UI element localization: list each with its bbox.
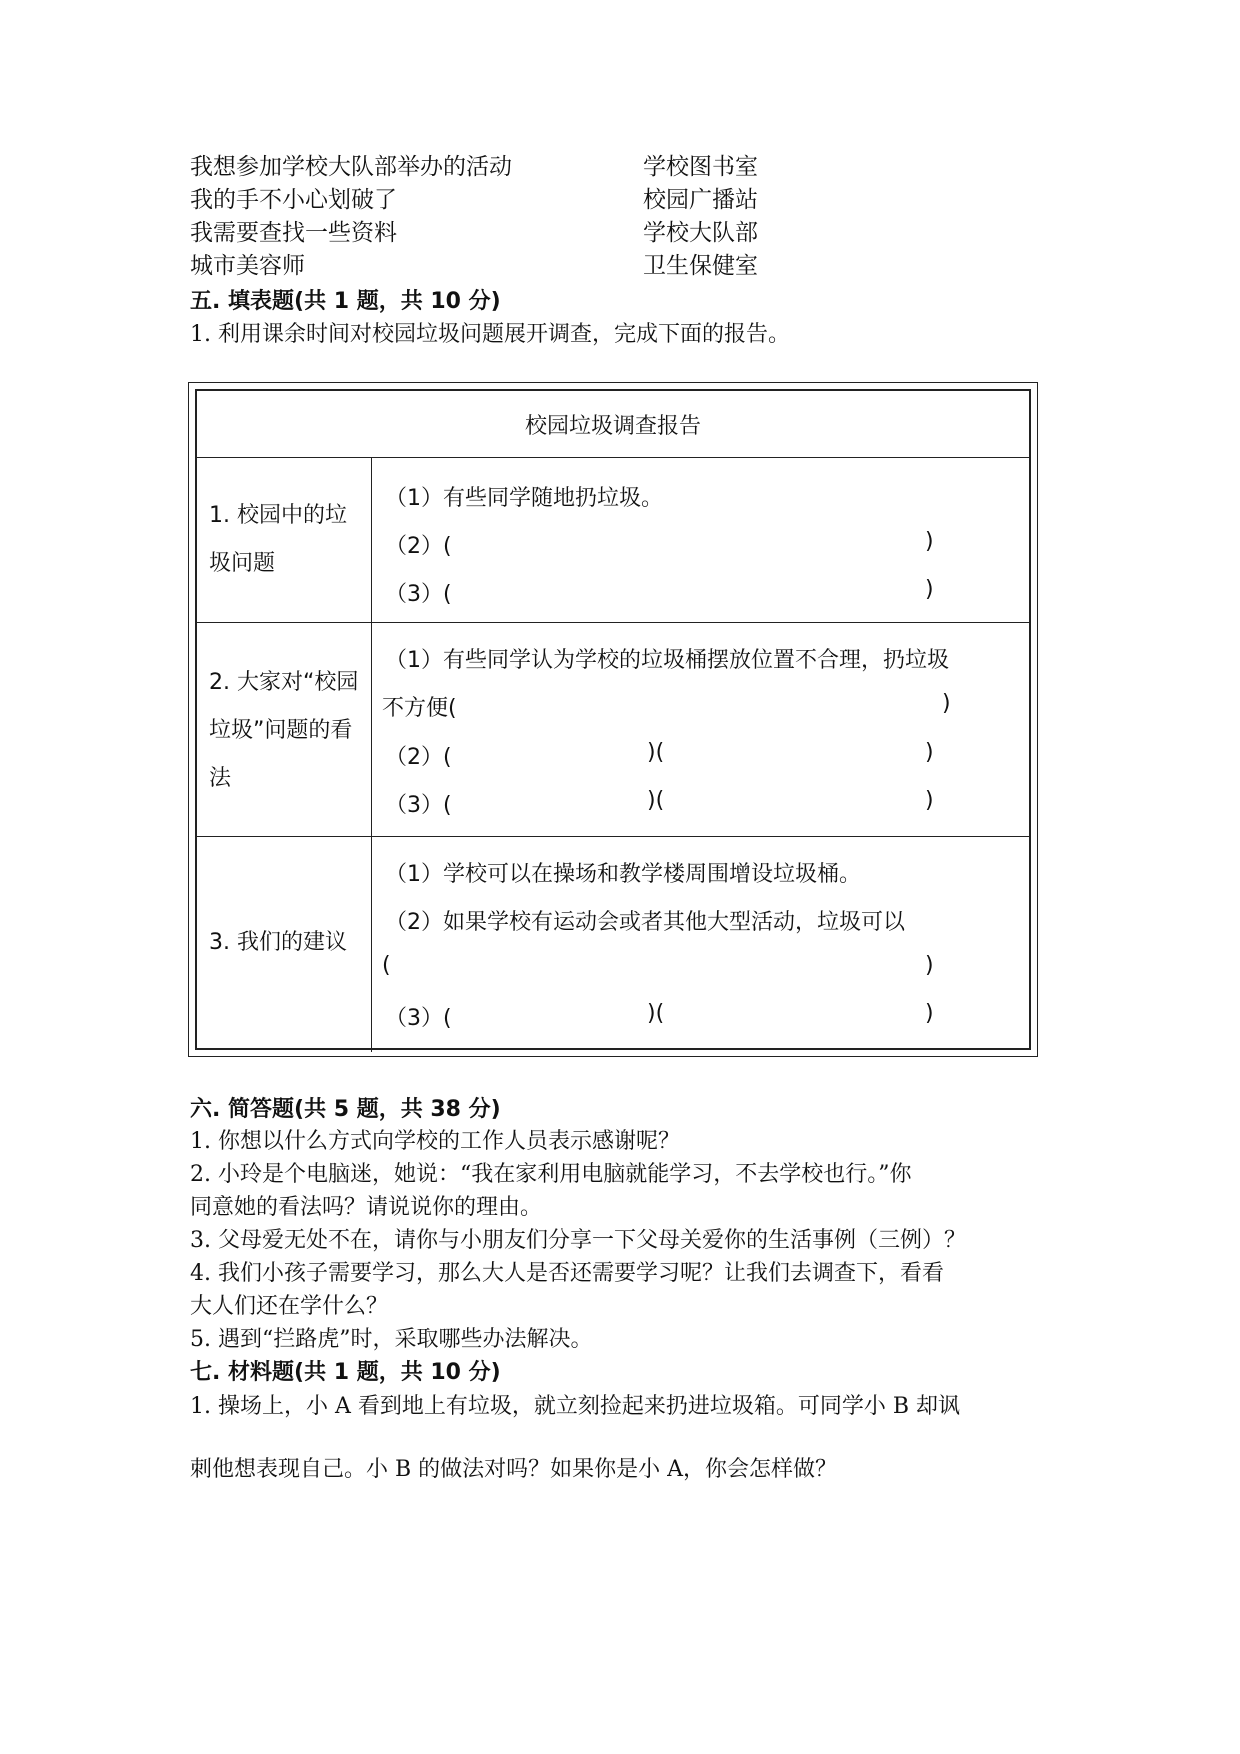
- matching-left: 我需要查找一些资料: [190, 220, 397, 246]
- mid-paren: )(: [647, 740, 665, 765]
- close-paren: ): [925, 529, 934, 554]
- row-item: （3）(: [385, 1006, 452, 1031]
- row-label: 3. 我们的建议: [209, 930, 347, 955]
- matching-right: 学校图书室: [643, 154, 758, 180]
- row-item: （2）(: [385, 534, 452, 559]
- question-text: 1. 你想以什么方式向学校的工作人员表示感谢呢？: [190, 1129, 680, 1154]
- row-item: （3）(: [385, 582, 452, 607]
- row-item: （2）(: [385, 745, 452, 770]
- table-title: 校园垃圾调查报告: [524, 414, 701, 439]
- close-paren: ): [925, 1001, 934, 1026]
- question-text: 2. 小玲是个电脑迷，她说：“我在家利用电脑就能学习，不去学校也行。”你: [190, 1162, 912, 1187]
- section-heading: 六. 简答题(共 5 题，共 38 分): [190, 1097, 501, 1122]
- section-heading: 七. 材料题(共 1 题，共 10 分): [190, 1360, 501, 1385]
- matching-left: 城市美容师: [190, 253, 305, 279]
- matching-left: 我的手不小心划破了: [190, 187, 397, 213]
- question-text: 大人们还在学什么？: [190, 1294, 389, 1319]
- close-paren: ): [925, 788, 934, 813]
- mid-paren: )(: [647, 1001, 665, 1026]
- matching-right: 学校大队部: [643, 220, 758, 246]
- question-text: 1. 操场上，小 A 看到地上有垃圾，就立刻捡起来扔进垃圾箱。可同学小 B 却讽: [190, 1394, 961, 1419]
- question-text: 刺他想表现自己。小 B 的做法对吗？如果你是小 A，你会怎样做？: [190, 1457, 838, 1482]
- row-label: 2. 大家对“校园垃圾”问题的看法: [209, 670, 359, 791]
- row-label: 1. 校园中的垃圾问题: [209, 503, 347, 576]
- table-divider: [197, 457, 1029, 458]
- mid-paren: )(: [647, 788, 665, 813]
- matching-right: 校园广播站: [643, 187, 758, 213]
- row-item: （1）学校可以在操场和教学楼周围增设垃圾桶。: [385, 862, 861, 887]
- table-divider: [371, 457, 372, 1052]
- row-item: (: [382, 953, 391, 978]
- row-item: 不方便(: [382, 696, 457, 721]
- row-item: （1）有些同学随地扔垃圾。: [385, 486, 663, 511]
- matching-left: 我想参加学校大队部举办的活动: [190, 154, 512, 180]
- matching-right: 卫生保健室: [643, 253, 758, 279]
- close-paren: ): [942, 691, 951, 716]
- question-text: 5. 遇到“拦路虎”时，采取哪些办法解决。: [190, 1327, 593, 1352]
- section-heading: 五. 填表题(共 1 题，共 10 分): [190, 289, 501, 314]
- row-item: （2）如果学校有运动会或者其他大型活动，垃圾可以: [385, 910, 905, 935]
- question-text: 4. 我们小孩子需要学习，那么大人是否还需要学习呢？让我们去调查下，看看: [190, 1261, 944, 1286]
- table-divider: [197, 622, 1029, 623]
- close-paren: ): [925, 740, 934, 765]
- question-text: 同意她的看法吗？请说说你的理由。: [190, 1195, 543, 1220]
- table-divider: [197, 836, 1029, 837]
- row-item: （1）有些同学认为学校的垃圾桶摆放位置不合理，扔垃圾: [385, 648, 949, 673]
- row-item: （3）(: [385, 793, 452, 818]
- question-text: 1. 利用课余时间对校园垃圾问题展开调查，完成下面的报告。: [190, 322, 790, 347]
- close-paren: ): [925, 953, 934, 978]
- survey-table: [195, 389, 1031, 1050]
- close-paren: ): [925, 577, 934, 602]
- question-text: 3. 父母爱无处不在，请你与小朋友们分享一下父母关爱你的生活事例（三例）？: [190, 1228, 966, 1253]
